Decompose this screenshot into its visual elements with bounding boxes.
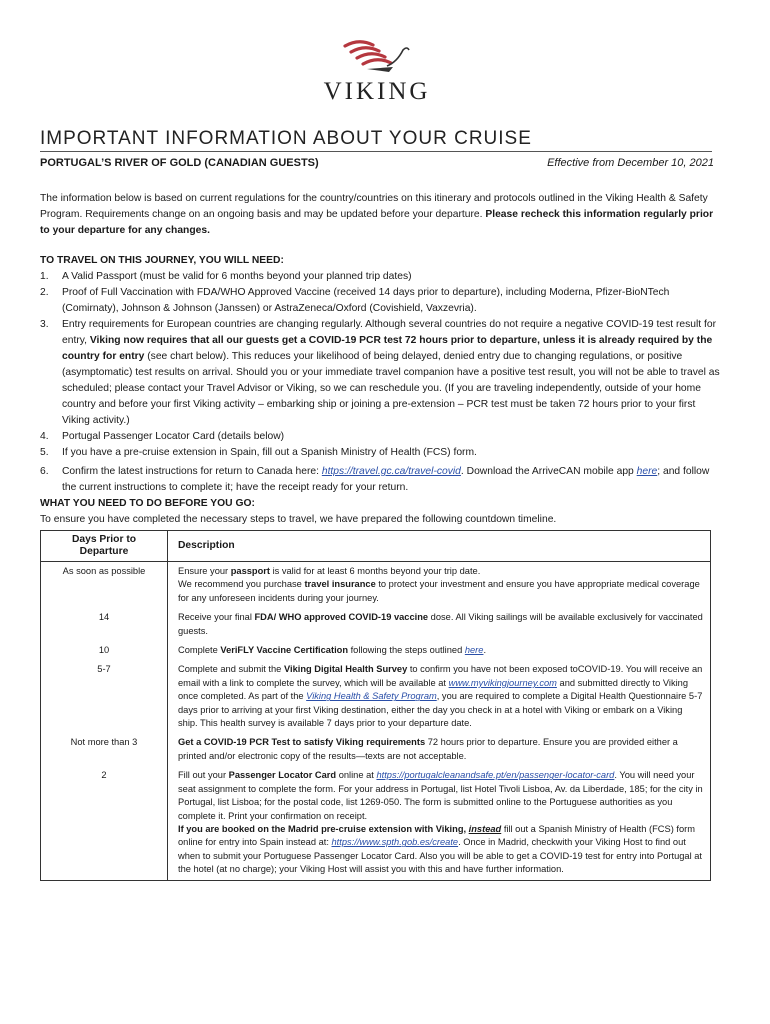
list-item-text: Proof of Full Vaccination with FDA/WHO Approved Vaccine (received 14 days prior to departure), including Moderna, Pfizer-BioNTech (Comirnaty), Johnson & Johnson (Janssen) or AstraZeneca/Oxford (Covishield, Vaxzevria). bbox=[62, 287, 670, 314]
cell-text: online at bbox=[336, 770, 377, 781]
description-cell bbox=[168, 608, 711, 641]
cell-text: Ensure your bbox=[178, 566, 231, 576]
days-cell: 2 bbox=[41, 766, 168, 880]
list-item bbox=[40, 464, 722, 496]
itinerary-subtitle: PORTUGAL’S RIVER OF GOLD (CANADIAN GUESTS) bbox=[40, 157, 319, 169]
list-number: 1. bbox=[40, 271, 49, 282]
cell-text: following the steps outlined bbox=[348, 645, 465, 656]
cell-bold: Viking Digital Health Survey bbox=[283, 664, 408, 675]
list-item bbox=[40, 429, 722, 445]
table-row bbox=[41, 733, 711, 766]
cell-text: Receive your final bbox=[178, 612, 255, 623]
intro-paragraph bbox=[40, 191, 722, 239]
table-row bbox=[41, 766, 711, 880]
cell-bold: VeriFLY Vaccine Certification bbox=[220, 645, 349, 656]
cell-text: fill out a Spanish Ministry of Health (FCS) form online for entry into Spain instead at: bbox=[178, 823, 695, 848]
travel-requirements-list bbox=[40, 269, 722, 496]
cell-text: is valid for at least 6 months beyond your trip date. bbox=[269, 566, 481, 576]
pcr-requirement-note: Viking now requires that all our guests get a COVID-19 PCR test 72 hours prior to departure, unless it is already required by the country for entry bbox=[62, 335, 713, 362]
cell-emphasis: instead bbox=[468, 823, 502, 834]
table-row bbox=[41, 608, 711, 641]
effective-date: Effective from December 10, 2021 bbox=[547, 157, 714, 169]
description-cell bbox=[168, 733, 711, 766]
before-you-go-heading: WHAT YOU NEED TO DO BEFORE YOU GO: bbox=[40, 498, 255, 509]
cell-bold: Get a COVID-19 PCR Test to satisfy Viking requirements bbox=[178, 737, 426, 748]
travel-requirements-heading: TO TRAVEL ON THIS JOURNEY, YOU WILL NEED: bbox=[40, 255, 284, 266]
description-header: Description bbox=[168, 531, 711, 562]
cell-text: Complete and submit the bbox=[178, 664, 284, 675]
days-cell: 10 bbox=[41, 641, 168, 660]
table-row bbox=[41, 562, 711, 609]
description-cell bbox=[168, 641, 711, 660]
spth-create-link[interactable]: https://www.spth.gob.es/create bbox=[331, 837, 459, 848]
before-you-go-text: To ensure you have completed the necessary steps to travel, we have prepared the following countdown timeline. bbox=[40, 514, 557, 525]
list-number: 6. bbox=[40, 466, 49, 477]
list-item-text: If you have a pre-cruise extension in Spain, fill out a Spanish Ministry of Health (FCS) form. bbox=[62, 447, 477, 458]
list-item-text: Entry requirements for European countries are changing regularly. Although several countries do not require a negative COVID-19 test result for entry, bbox=[62, 319, 717, 346]
list-item-text: ; and follow the current instructions to complete it; have the receipt ready for your return. bbox=[62, 466, 710, 493]
cell-text: . Once in Madrid, checkwith your Viking Host to find out when to submit your Portuguese Passenger Locator Card. Also you will be able to get a COVID-19 test for entry into Portugal at the hotel (at no charge); your Viking Host will assist you with this and have further information. bbox=[178, 837, 703, 875]
cell-text: dose. All Viking sailings will be available exclusively for vaccinated guests. bbox=[178, 612, 703, 636]
list-item bbox=[40, 317, 722, 429]
days-cell: 14 bbox=[41, 608, 168, 641]
list-number: 2. bbox=[40, 287, 49, 298]
cell-text: to confirm you have not been exposed toCOVID-19. You will receive an email with a link to complete the survey, which will be available at bbox=[178, 664, 703, 688]
viking-logo bbox=[322, 36, 432, 106]
intro-recheck-note: Please recheck this information regularly prior to your departure for any changes. bbox=[40, 209, 714, 236]
cell-text: 72 hours prior to departure. Ensure you are provided either a printed and/or electronic copy of the results—texts are not acceptable. bbox=[178, 737, 678, 761]
list-item-text: Portugal Passenger Locator Card (details below) bbox=[62, 431, 285, 442]
passenger-locator-link[interactable]: https://portugalcleanandsafe.pt/en/passenger-locator-card bbox=[376, 770, 615, 781]
title-divider bbox=[40, 151, 712, 152]
cell-text: . bbox=[483, 645, 487, 656]
days-prior-header: Days Prior to Departure bbox=[41, 531, 168, 562]
travel-gc-link[interactable]: https://travel.gc.ca/travel-covid bbox=[321, 466, 461, 477]
cell-text: Fill out your bbox=[178, 770, 229, 781]
description-cell bbox=[168, 766, 711, 880]
table-row bbox=[41, 660, 711, 733]
myvikingjourney-link[interactable]: www.myvikingjourney.com bbox=[448, 677, 557, 688]
cell-text: Complete bbox=[178, 645, 221, 656]
list-item bbox=[40, 445, 722, 461]
list-item-text: (see chart below). This reduces your likelihood of being delayed, denied entry due to changing regulations, or positive (asymptomatic) test results on arrival. Should you or your immediate travel companion have a positive test result, you will not be able to travel as scheduled; please contact your Travel Advisor or Viking, so we can reschedule you. (If you are traveling independently, outside of your home country and before your first Viking activity – embarking ship or joining a pre-extension – PCR test must be taken 72 hours prior to your first Viking activity.) bbox=[62, 351, 720, 426]
list-number: 5. bbox=[40, 447, 49, 458]
list-item bbox=[40, 269, 722, 285]
arrivecan-link[interactable]: here bbox=[636, 466, 658, 477]
list-number: 3. bbox=[40, 319, 49, 330]
list-item-text: . Download the ArriveCAN mobile app bbox=[460, 466, 637, 477]
table-row bbox=[41, 641, 711, 660]
description-cell bbox=[168, 660, 711, 733]
table-header-row bbox=[41, 531, 711, 562]
days-cell: 5-7 bbox=[41, 660, 168, 733]
cell-bold: Passenger Locator Card bbox=[228, 770, 337, 781]
page-title: IMPORTANT INFORMATION ABOUT YOUR CRUISE bbox=[40, 128, 532, 149]
cell-text: to protect your investment and ensure you have appropriate medical coverage for any unforeseen incidents during your journey. bbox=[178, 579, 700, 603]
days-cell: Not more than 3 bbox=[41, 733, 168, 766]
cell-text: and submitted directly to Viking once completed. As part of the bbox=[178, 677, 689, 702]
cell-text: . You will need your seat assignment to complete the form. For your address in Portugal, list Hotel Tivoli Lisboa, Av. da Liberdade, 185; for the city in Portugal, list Lisboa; for the postal code, list 1269-050. The form is submitted online to the Portuguese authorities as you complete it. Print your confirmation on receipt. bbox=[178, 770, 703, 821]
health-safety-program-link[interactable]: Viking Health & Safety Program bbox=[306, 691, 437, 702]
list-item-text: Confirm the latest instructions for return to Canada here: bbox=[62, 466, 322, 477]
cell-bold: If you are booked on the Madrid pre-cruise extension with Viking, bbox=[178, 823, 469, 834]
cell-bold: FDA/ WHO approved COVID-19 vaccine bbox=[254, 612, 429, 623]
countdown-timeline-table bbox=[40, 530, 711, 881]
list-item bbox=[40, 285, 722, 317]
cell-text: , you are required to complete a Digital Health Questionnaire 5-7 days prior to arriving at your first Viking destination, either the day you check in at a hotel with Viking or embark on a Viking ship. This health survey is available 7 days prior to your departure date. bbox=[178, 691, 703, 729]
verifly-steps-link[interactable]: here bbox=[464, 645, 484, 656]
cell-text: We recommend you purchase bbox=[178, 579, 305, 590]
viking-wordmark: VIKING bbox=[323, 78, 431, 105]
intro-text: The information below is based on current regulations for the country/countries on this itinerary and protocols outlined in the Viking Health & Safety Program. Requirements change on an ongoing basis and may be updated before your departure. bbox=[40, 193, 708, 220]
days-cell: As soon as possible bbox=[41, 562, 168, 609]
list-number: 4. bbox=[40, 431, 49, 442]
cell-bold: passport bbox=[230, 566, 270, 576]
document-body bbox=[40, 191, 722, 528]
description-cell bbox=[168, 562, 711, 609]
list-item-text: A Valid Passport (must be valid for 6 months beyond your planned trip dates) bbox=[62, 271, 412, 282]
viking-ship-icon bbox=[337, 36, 417, 76]
cell-bold: travel insurance bbox=[304, 579, 376, 590]
